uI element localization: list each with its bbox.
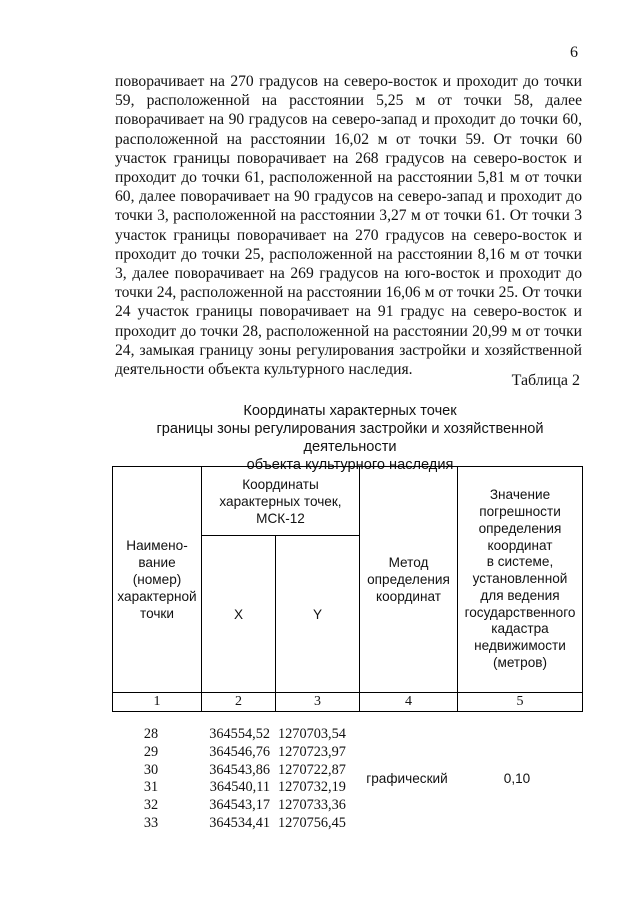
column-number-2: 2 <box>202 693 276 712</box>
cell-y: 1270732,19 <box>278 779 346 796</box>
cell-x: 364540,11 <box>209 779 270 796</box>
table-title <box>110 402 590 474</box>
cell-point: 31 <box>143 779 159 796</box>
cell-error-value: 0,10 <box>503 771 531 787</box>
cell-x: 364543,17 <box>209 797 270 814</box>
header-y: Y <box>276 536 360 693</box>
header-x: X <box>202 536 276 693</box>
cell-x: 364554,52 <box>209 726 270 742</box>
header-point-name: Наимено- вание (номер) характерной точки <box>113 467 202 693</box>
cell-x: 364546,76 <box>209 743 270 760</box>
table-label: Таблица 2 <box>511 372 580 389</box>
table-row <box>112 726 576 744</box>
column-number-4: 4 <box>360 693 458 712</box>
body-paragraph: поворачивает на 270 градусов на северо-восток и проходит до точки 59, расположенной на расстоянии 5,25 м от точки 58, далее поворачивает на 90 градусов на северо-запад и проходит до точки 60, расположенной на расстоянии 16,02 м от точки 59. От точки 60 участок границы поворачивает на 268 градусов на северо-восток и проходит до точки 61, расположенной на расстоянии 5,81 м от точки 60, далее поворачивает на 90 градусов на северо-запад и проходит до точки 3, расположенной на расстоянии 3,27 м от точки 61. От точки 3 участок границы поворачивает на 270 градусов на северо-восток и проходит до точки 25, расположенной на расстоянии 8,16 м от точки 3, далее поворачивает на 269 градусов на юго-восток и проходит до точки 24, расположенной на расстоянии 16,06 м от точки 25. От точки 24 участок границы поворачивает на 91 градус на северо-восток и проходит до точки 28, расположенной на расстоянии 20,99 м от точки 24, замыкая границу зоны регулирования застройки и хозяйственной деятельности объекта культурного наследия. <box>115 73 582 379</box>
cell-method: графический <box>366 771 448 787</box>
page-number: 6 <box>570 44 578 61</box>
header-method: Метод определения координат <box>360 467 458 693</box>
cell-point: 29 <box>143 743 159 760</box>
header-coordinates-group: Координаты характерных точек, МСК-12 <box>202 467 360 536</box>
column-number-5: 5 <box>458 693 583 712</box>
coordinates-table-body <box>112 726 576 833</box>
cell-x: 364534,41 <box>209 814 270 831</box>
coordinates-table-header <box>112 466 583 712</box>
cell-y: 1270723,97 <box>278 743 346 760</box>
cell-y: 1270733,36 <box>278 797 346 814</box>
cell-x: 364543,86 <box>209 761 270 778</box>
cell-point: 28 <box>143 726 159 742</box>
cell-point: 30 <box>143 761 159 778</box>
column-number-3: 3 <box>276 693 360 712</box>
table-title-line-3: объекта культурного наследия <box>246 457 454 473</box>
cell-y: 1270703,54 <box>278 726 346 742</box>
column-number-1: 1 <box>113 693 202 712</box>
header-error-value: Значение погрешности определения координат в системе, установленной для ведения государственного кадастра недвижимости (метров) <box>458 467 583 693</box>
table-title-line-1: Координаты характерных точек <box>243 403 457 419</box>
cell-point: 32 <box>143 797 159 814</box>
cell-point: 33 <box>143 814 159 831</box>
cell-y: 1270722,87 <box>278 761 346 778</box>
table-title-line-2: границы зоны регулирования застройки и хозяйственной деятельности <box>156 421 544 455</box>
cell-y: 1270756,45 <box>278 814 346 831</box>
